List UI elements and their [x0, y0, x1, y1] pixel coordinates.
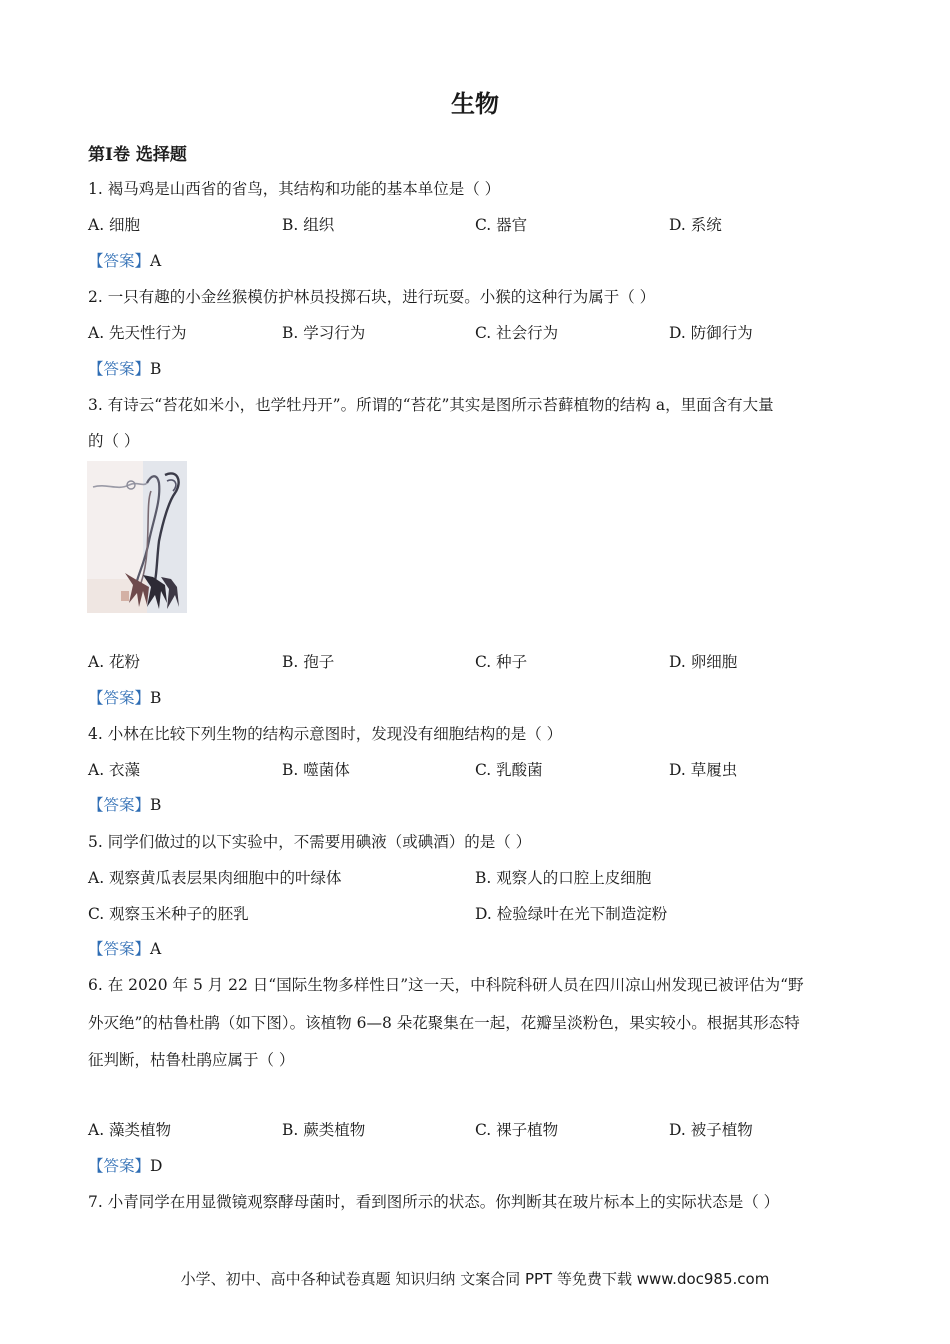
answer-tag: 【答案】 — [88, 360, 151, 378]
q5-answer — [88, 937, 161, 959]
q6-option-b: B. 蕨类植物 — [282, 1121, 366, 1139]
q3-option-b: B. 孢子 — [282, 653, 335, 671]
question-6-stem-line1: 6. 在 2020 年 5 月 22 日“国际生物多样性日”这一天，中科院科研人员在四川凉山州发现已被评估为“野 — [88, 976, 804, 994]
q2-option-b: B. 学习行为 — [282, 324, 366, 342]
question-3-stem-line1: 3. 有诗云“苔花如米小，也学牡丹开”。所谓的“苔花”其实是图所示苔藓植物的结构 a，里面含有大量 — [88, 396, 774, 414]
question-5-stem: 5. 同学们做过的以下实验中，不需要用碘液（或碘酒）的是（ ） — [88, 833, 532, 851]
q2-option-a: A. 先天性行为 — [88, 324, 187, 342]
question-7-stem: 7. 小青同学在用显微镜观察酵母菌时，看到图所示的状态。你判断其在玻片标本上的实际状态是（ ） — [88, 1193, 780, 1211]
q5-option-c: C. 观察玉米种子的胚乳 — [88, 905, 249, 923]
q2-option-d: D. 防御行为 — [669, 324, 753, 342]
q3-option-a: A. 花粉 — [88, 653, 141, 671]
q1-option-b: B. 组织 — [282, 216, 335, 234]
q6-option-a: A. 藻类植物 — [88, 1121, 172, 1139]
q3-option-c: C. 种子 — [475, 653, 528, 671]
answer-value: B — [150, 796, 162, 814]
answer-tag: 【答案】 — [88, 689, 151, 707]
answer-tag: 【答案】 — [88, 1157, 151, 1175]
answer-value: A — [150, 940, 162, 958]
q1-option-a: A. 细胞 — [88, 216, 141, 234]
q4-option-c: C. 乳酸菌 — [475, 761, 543, 779]
q5-option-b: B. 观察人的口腔上皮细胞 — [475, 869, 652, 887]
q5-option-a: A. 观察黄瓜表层果肉细胞中的叶绿体 — [88, 869, 342, 887]
answer-value: D — [150, 1157, 163, 1175]
q1-option-c: C. 器官 — [475, 216, 528, 234]
q1-option-d: D. 系统 — [669, 216, 722, 234]
q3-option-d: D. 卵细胞 — [669, 653, 738, 671]
q6-option-d: D. 被子植物 — [669, 1121, 753, 1139]
section-heading: 第Ⅰ卷 选择题 — [88, 145, 187, 165]
q5-option-d: D. 检验绿叶在光下制造淀粉 — [475, 905, 668, 923]
answer-value: B — [150, 689, 162, 707]
q3-answer — [88, 686, 161, 708]
answer-tag: 【答案】 — [88, 940, 151, 958]
q4-answer — [88, 793, 161, 815]
question-6-stem-line3: 征判断，枯鲁杜鹃应属于（ ） — [88, 1051, 295, 1069]
q6-option-c: C. 裸子植物 — [475, 1121, 559, 1139]
q6-answer — [88, 1154, 162, 1176]
answer-value: A — [150, 252, 162, 270]
question-3-stem-line2: 的（ ） — [88, 432, 140, 450]
page-title: 生物 — [451, 89, 499, 118]
question-1-stem: 1. 褐马鸡是山西省的省鸟，其结构和功能的基本单位是（ ） — [88, 180, 501, 198]
q2-option-c: C. 社会行为 — [475, 324, 559, 342]
answer-tag: 【答案】 — [88, 252, 151, 270]
q4-option-d: D. 草履虫 — [669, 761, 738, 779]
moss-plant-image — [87, 461, 187, 613]
question-2-stem: 2. 一只有趣的小金丝猴模仿护林员投掷石块，进行玩耍。小猴的这种行为属于（ ） — [88, 288, 656, 306]
q2-answer — [88, 357, 161, 379]
answer-value: B — [150, 360, 162, 378]
question-6-stem-line2: 外灭绝”的枯鲁杜鹃（如下图）。该植物 6—8 朵花聚集在一起，花瓣呈淡粉色，果实较小。根据其形态特 — [88, 1014, 800, 1032]
page-footer: 小学、初中、高中各种试卷真题 知识归纳 文案合同 PPT 等免费下载 www.doc985.com — [180, 1270, 770, 1288]
q4-option-b: B. 噬菌体 — [282, 761, 350, 779]
q4-option-a: A. 衣藻 — [88, 761, 141, 779]
answer-tag: 【答案】 — [88, 796, 151, 814]
question-4-stem: 4. 小林在比较下列生物的结构示意图时，发现没有细胞结构的是（ ） — [88, 725, 563, 743]
q1-answer — [88, 249, 161, 271]
